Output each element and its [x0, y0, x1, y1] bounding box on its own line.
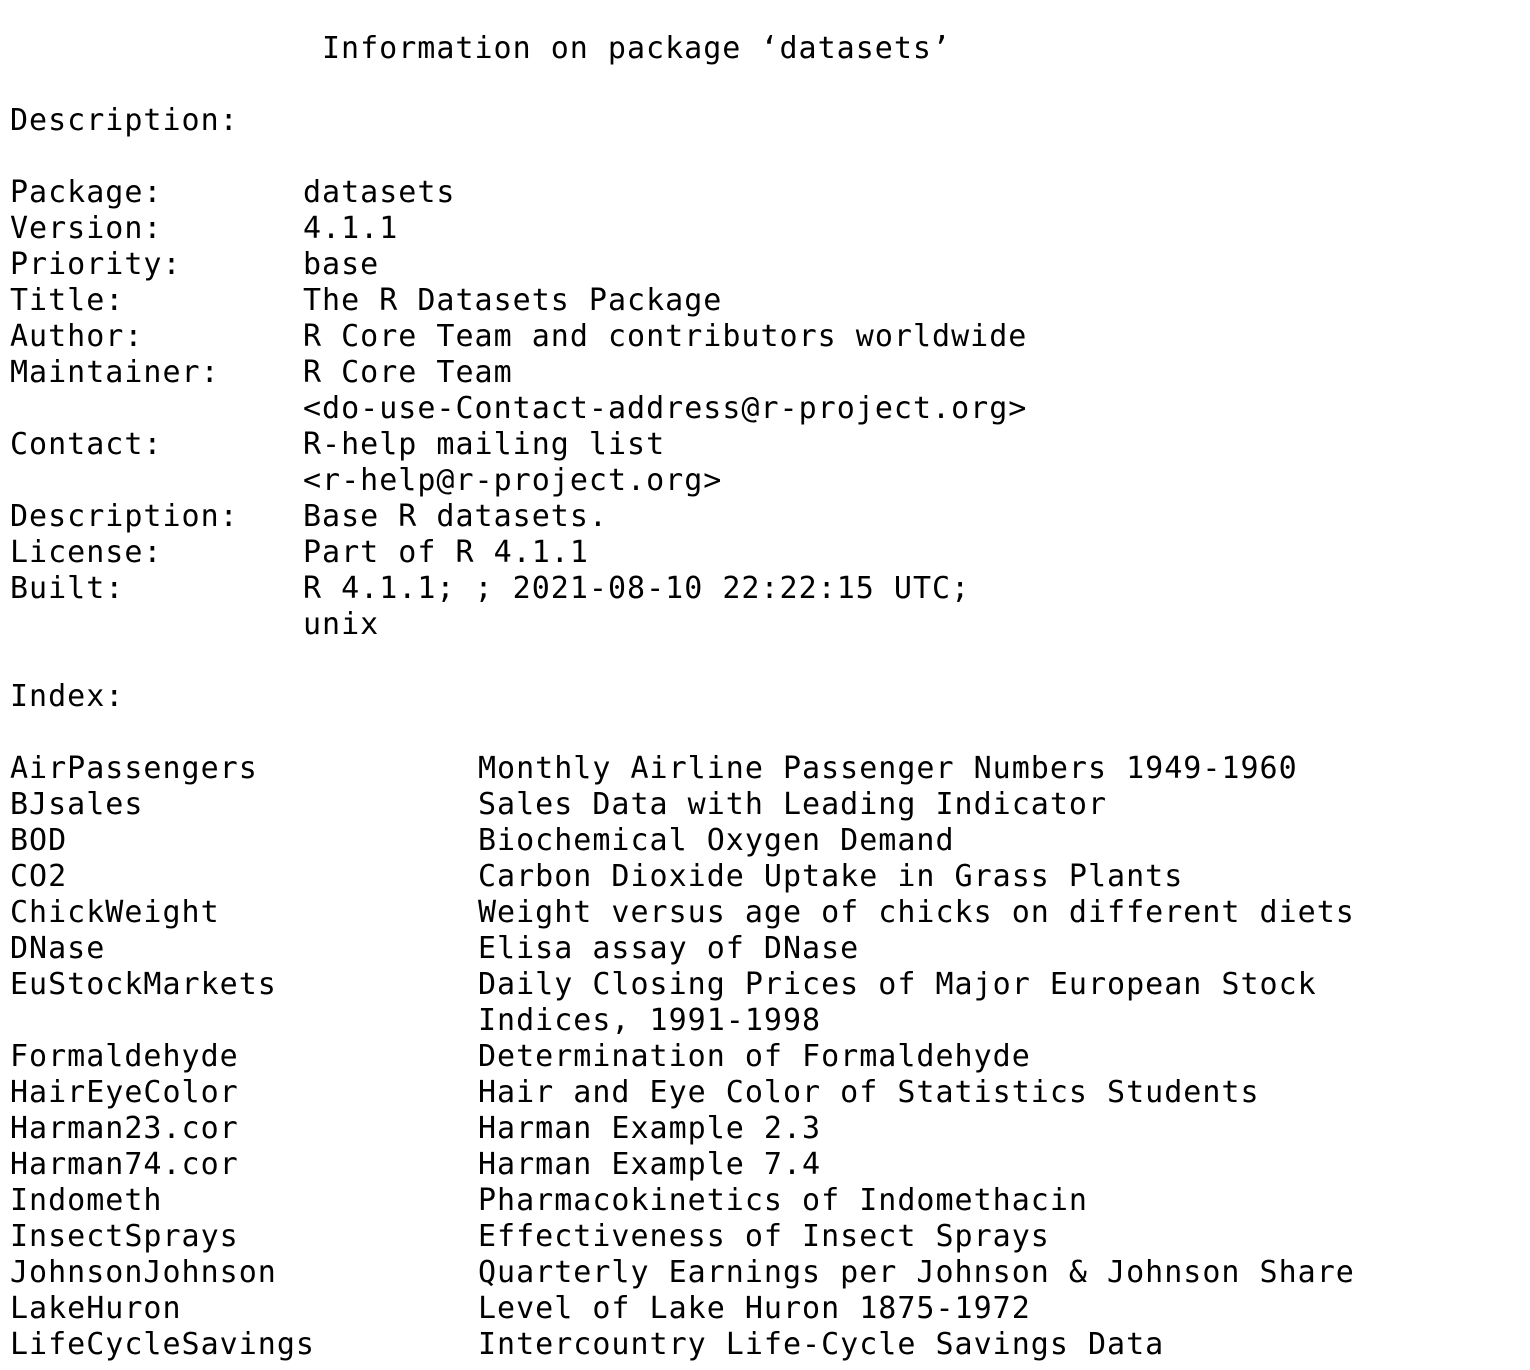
dataset-description: Sales Data with Leading Indicator: [478, 787, 1108, 822]
field-label: Package:: [10, 175, 163, 210]
dataset-name: BOD: [10, 823, 68, 858]
field-row: [10, 571, 971, 607]
dataset-description: Hair and Eye Color of Statistics Students: [478, 1075, 1260, 1110]
index-row: [10, 751, 1298, 787]
field-value: base: [303, 247, 380, 282]
field-label: Contact:: [10, 427, 163, 462]
index-heading: Index:: [10, 679, 125, 714]
field-row: [10, 499, 608, 535]
dataset-description: Indices, 1991-1998: [478, 1003, 822, 1038]
field-value: datasets: [303, 175, 456, 210]
field-label: Priority:: [10, 247, 182, 282]
dataset-description: Monthly Airline Passenger Numbers 1949-1960: [478, 751, 1298, 786]
dataset-description: Harman Example 2.3: [478, 1111, 822, 1146]
dataset-description: Determination of Formaldehyde: [478, 1039, 1031, 1074]
dataset-name: Harman23.cor: [10, 1111, 239, 1146]
field-value: R 4.1.1; ; 2021-08-10 22:22:15 UTC;: [303, 571, 971, 606]
field-value: Part of R 4.1.1: [303, 535, 589, 570]
field-label: Version:: [10, 211, 163, 246]
dataset-name: Formaldehyde: [10, 1039, 239, 1074]
dataset-description: Carbon Dioxide Uptake in Grass Plants: [478, 859, 1184, 894]
field-row: [10, 247, 380, 283]
document-title: Information on package ‘datasets’: [322, 31, 952, 66]
field-value: R Core Team: [303, 355, 513, 390]
dataset-description: Quarterly Earnings per Johnson & Johnson Share: [478, 1255, 1355, 1290]
field-label: Author:: [10, 319, 144, 354]
dataset-name: JohnsonJohnson: [10, 1255, 277, 1290]
index-row: [10, 1111, 822, 1147]
field-value: 4.1.1: [303, 211, 399, 246]
field-value: The R Datasets Package: [303, 283, 723, 318]
field-value: <r-help@r-project.org>: [303, 463, 723, 498]
index-row: [10, 1291, 1031, 1327]
index-row: [10, 1219, 1050, 1255]
index-row: [10, 1003, 822, 1039]
field-row: [10, 175, 456, 211]
index-row: [10, 823, 955, 859]
dataset-name: LakeHuron: [10, 1291, 182, 1326]
index-row: [10, 1147, 822, 1183]
dataset-description: Daily Closing Prices of Major European Stock: [478, 967, 1317, 1002]
field-row: [10, 211, 399, 247]
dataset-description: Weight versus age of chicks on different diets: [478, 895, 1355, 930]
dataset-name: Indometh: [10, 1183, 163, 1218]
dataset-name: CO2: [10, 859, 68, 894]
field-row: [10, 319, 1028, 355]
dataset-name: HairEyeColor: [10, 1075, 239, 1110]
index-row: [10, 895, 1355, 931]
dataset-description: Biochemical Oxygen Demand: [478, 823, 955, 858]
field-value: R Core Team and contributors worldwide: [303, 319, 1028, 354]
field-value: <do-use-Contact-address@r-project.org>: [303, 391, 1028, 426]
dataset-description: Effectiveness of Insect Sprays: [478, 1219, 1050, 1254]
field-label: Built:: [10, 571, 125, 606]
index-row: [10, 787, 1108, 823]
dataset-description: Level of Lake Huron 1875-1972: [478, 1291, 1031, 1326]
dataset-name: BJsales: [10, 787, 144, 822]
field-row: [10, 607, 380, 643]
index-row: [10, 1183, 1088, 1219]
field-label: Title:: [10, 283, 125, 318]
dataset-description: Pharmacokinetics of Indomethacin: [478, 1183, 1088, 1218]
dataset-description: Harman Example 7.4: [478, 1147, 822, 1182]
description-heading: Description:: [10, 103, 239, 138]
field-value: Base R datasets.: [303, 499, 608, 534]
field-label: Description:: [10, 499, 239, 534]
index-row: [10, 1039, 1031, 1075]
dataset-name: DNase: [10, 931, 106, 966]
index-row: [10, 1327, 1165, 1363]
index-row: [10, 931, 860, 967]
field-value: R-help mailing list: [303, 427, 666, 462]
index-row: [10, 1255, 1355, 1291]
field-row: [10, 427, 666, 463]
dataset-description: Elisa assay of DNase: [478, 931, 860, 966]
field-row: [10, 355, 513, 391]
dataset-name: InsectSprays: [10, 1219, 239, 1254]
field-value: unix: [303, 607, 380, 642]
dataset-name: EuStockMarkets: [10, 967, 277, 1002]
index-row: [10, 859, 1184, 895]
field-row: [10, 283, 723, 319]
dataset-name: Harman74.cor: [10, 1147, 239, 1182]
dataset-name: AirPassengers: [10, 751, 258, 786]
dataset-name: ChickWeight: [10, 895, 220, 930]
index-row: [10, 967, 1317, 1003]
dataset-name: LifeCycleSavings: [10, 1327, 315, 1362]
index-row: [10, 1075, 1260, 1111]
field-row: [10, 391, 1028, 427]
field-label: Maintainer:: [10, 355, 220, 390]
dataset-description: Intercountry Life-Cycle Savings Data: [478, 1327, 1165, 1362]
field-label: License:: [10, 535, 163, 570]
field-row: [10, 463, 723, 499]
field-row: [10, 535, 589, 571]
